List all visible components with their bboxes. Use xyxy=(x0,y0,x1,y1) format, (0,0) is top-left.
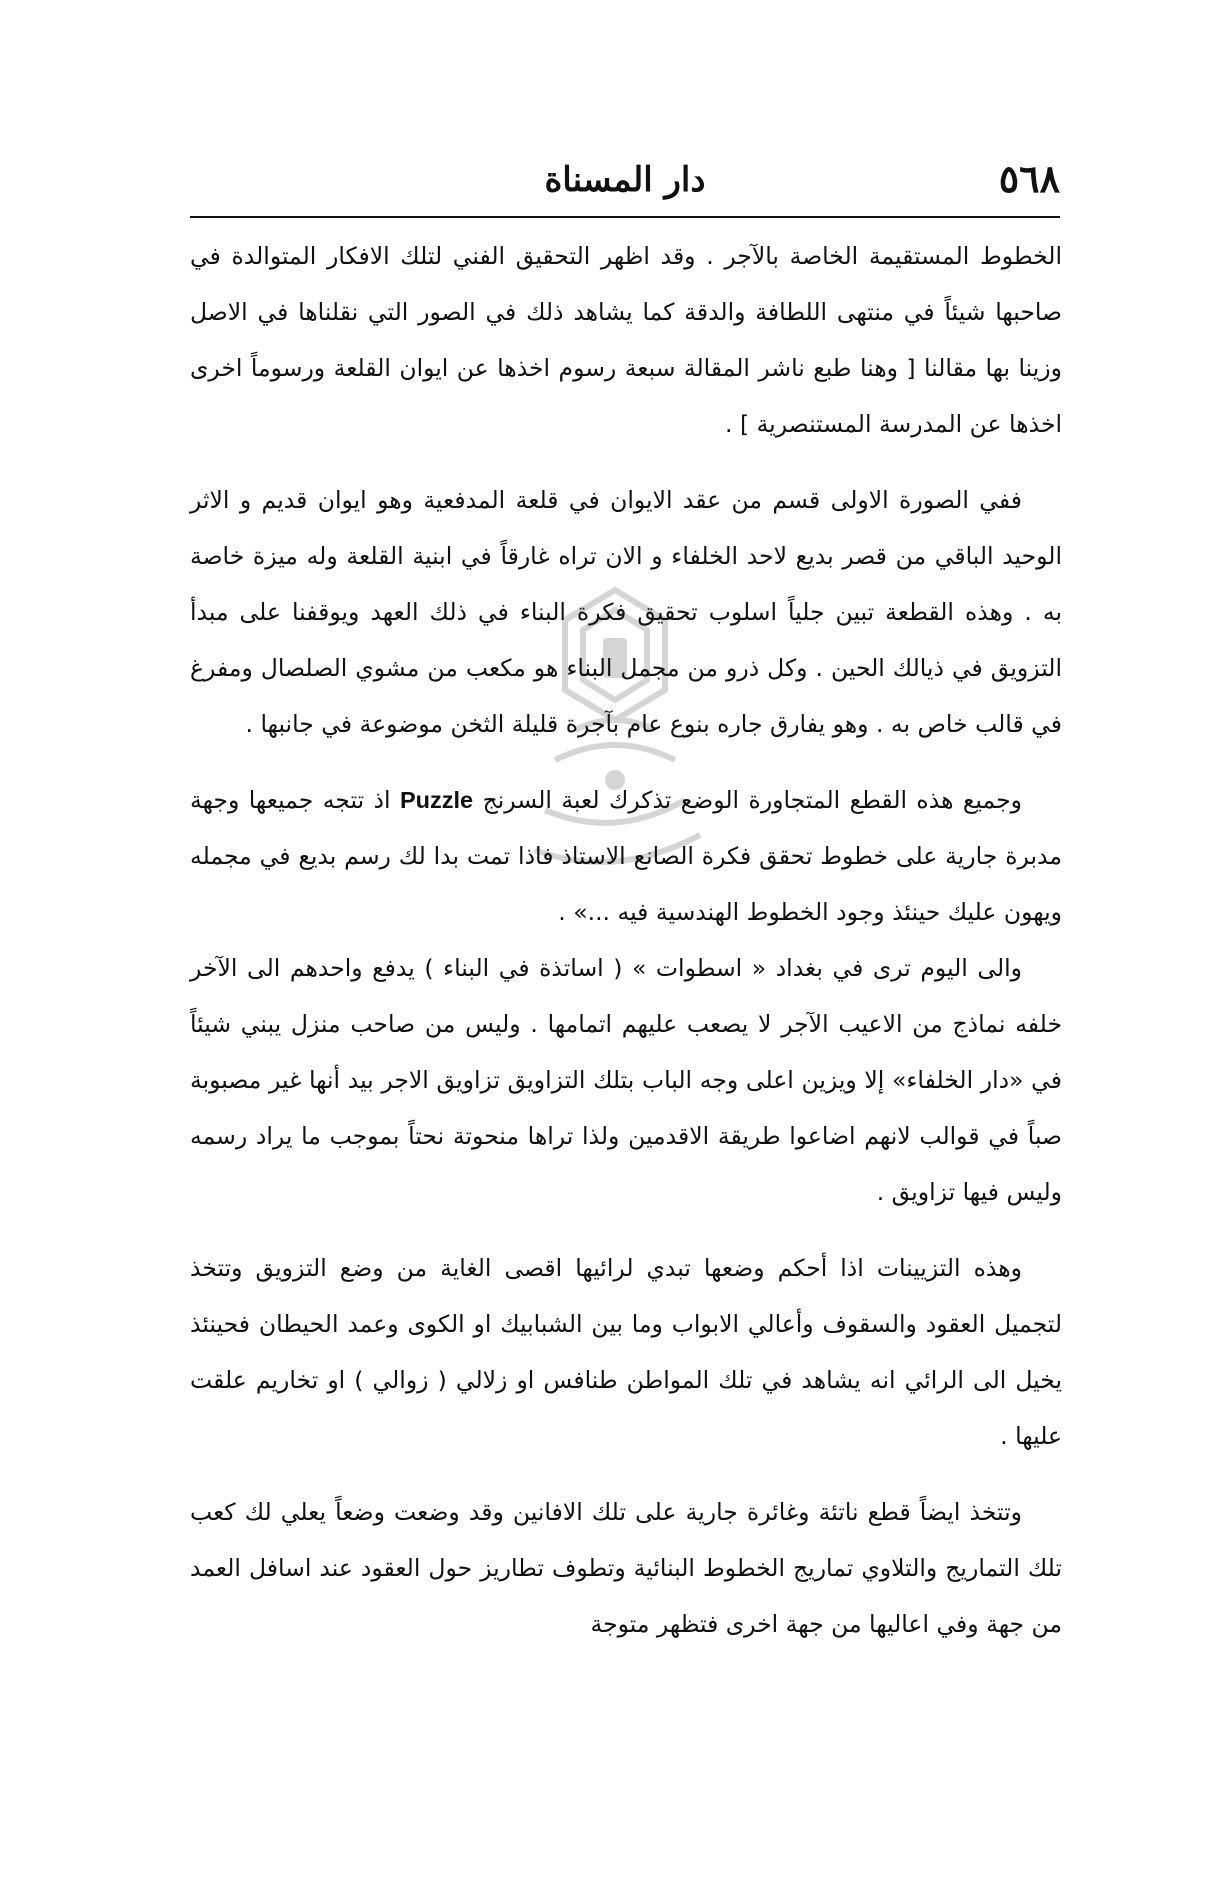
running-head xyxy=(190,156,1060,216)
paragraph-3 xyxy=(190,772,1062,940)
page-title: دار المسناة xyxy=(544,160,706,200)
paragraph-1: الخطوط المستقيمة الخاصة بالآجر . وقد اظهر التحقيق الفني لتلك الافكار المتوالدة في صاحبها شيئاً في منتهى اللطافة والدقة كما يشاهد ذلك في الصور التي نقلناها في الاصل وزينا بها مقالنا [ وهنا طبع ناشر المقالة سبعة رسوم اخذها عن ايوان القلعة ورسوماً اخرى اخذها عن المدرسة المستنصرية ] . xyxy=(190,242,1062,438)
header-divider xyxy=(190,216,1060,218)
article-body xyxy=(190,228,1062,1652)
page-number: ٥٦٨ xyxy=(998,156,1060,201)
paragraph-2: ففي الصورة الاولى قسم من عقد الايوان في قلعة المدفعية وهو ايوان قديم و الاثر الوحيد الباقي من قصر بديع لاحد الخلفاء و الان تراه غارقاً في ابنية القلعة وله ميزة خاصة به . وهذه القطعة تبين جلياً اسلوب تحقيق فكرة البناء في ذلك العهد ويوقفنا على مبدأ التزويق في ذيالك الحين . وكل ذرو من مجمل البناء هو مكعب من مشوي الصلصال ومفرغ في قالب خاص به . وهو يفارق جاره بنوع عام بآجرة قليلة الثخن موضوعة في جانبها . xyxy=(190,486,1062,738)
latin-term: Puzzle xyxy=(399,787,474,813)
paragraph-5: وهذه التزيينات اذا أحكم وضعها تبدي لرائيها اقصى الغاية من وضع التزويق وتتخذ لتجميل العقود والسقوف وأعالي الابواب وما بين الشبابيك او الكوى وعمد الحيطان فحينئذ يخيل الى الرائي انه يشاهد في تلك المواطن طنافس او زلالي ( زوالي ) او تخاريم علقت عليها . xyxy=(190,1254,1062,1450)
paragraph-3-text-before: وجميع هذه القطع المتجاورة الوضع تذكرك لعبة السرنج xyxy=(482,786,1022,814)
paragraph-4: والى اليوم ترى في بغداد « اسطوات » ( اساتذة في البناء ) يدفع واحدهم الى الآخر خلفه نماذج من الاعيب الآجر لا يصعب عليهم اتمامها . وليس من صاحب منزل يبني شيئاً في «دار الخلفاء» إلا ويزين اعلى وجه الباب بتلك التزاويق تزاويق الاجر بيد أنها غير مصبوبة صباً في قوالب لانهم اضاعوا طريقة الاقدمين ولذا تراها منحوتة نحتاً بموجب ما يراد رسمه وليس فيها تزاويق . xyxy=(190,954,1062,1206)
paragraph-6: وتتخذ ايضاً قطع ناتئة وغائرة جارية على تلك الافانين وقد وضعت وضعاً يعلي لك كعب تلك التماريج والتلاوي تماريج الخطوط البنائية وتطوف تطاريز حول العقود عند اسافل العمد من جهة وفي اعاليها من جهة اخرى فتظهر متوجة xyxy=(190,1498,1062,1638)
paragraph-3-text-after: اذ تتجه جميعها وجهة مدبرة جارية على خطوط تحقق فكرة الصانع الاستاذ فاذا تمت بدا لك رسم بديع في مجمله ويهون عليك حينئذ وجود الخطوط الهندسية فيه ...» . xyxy=(190,786,1062,926)
